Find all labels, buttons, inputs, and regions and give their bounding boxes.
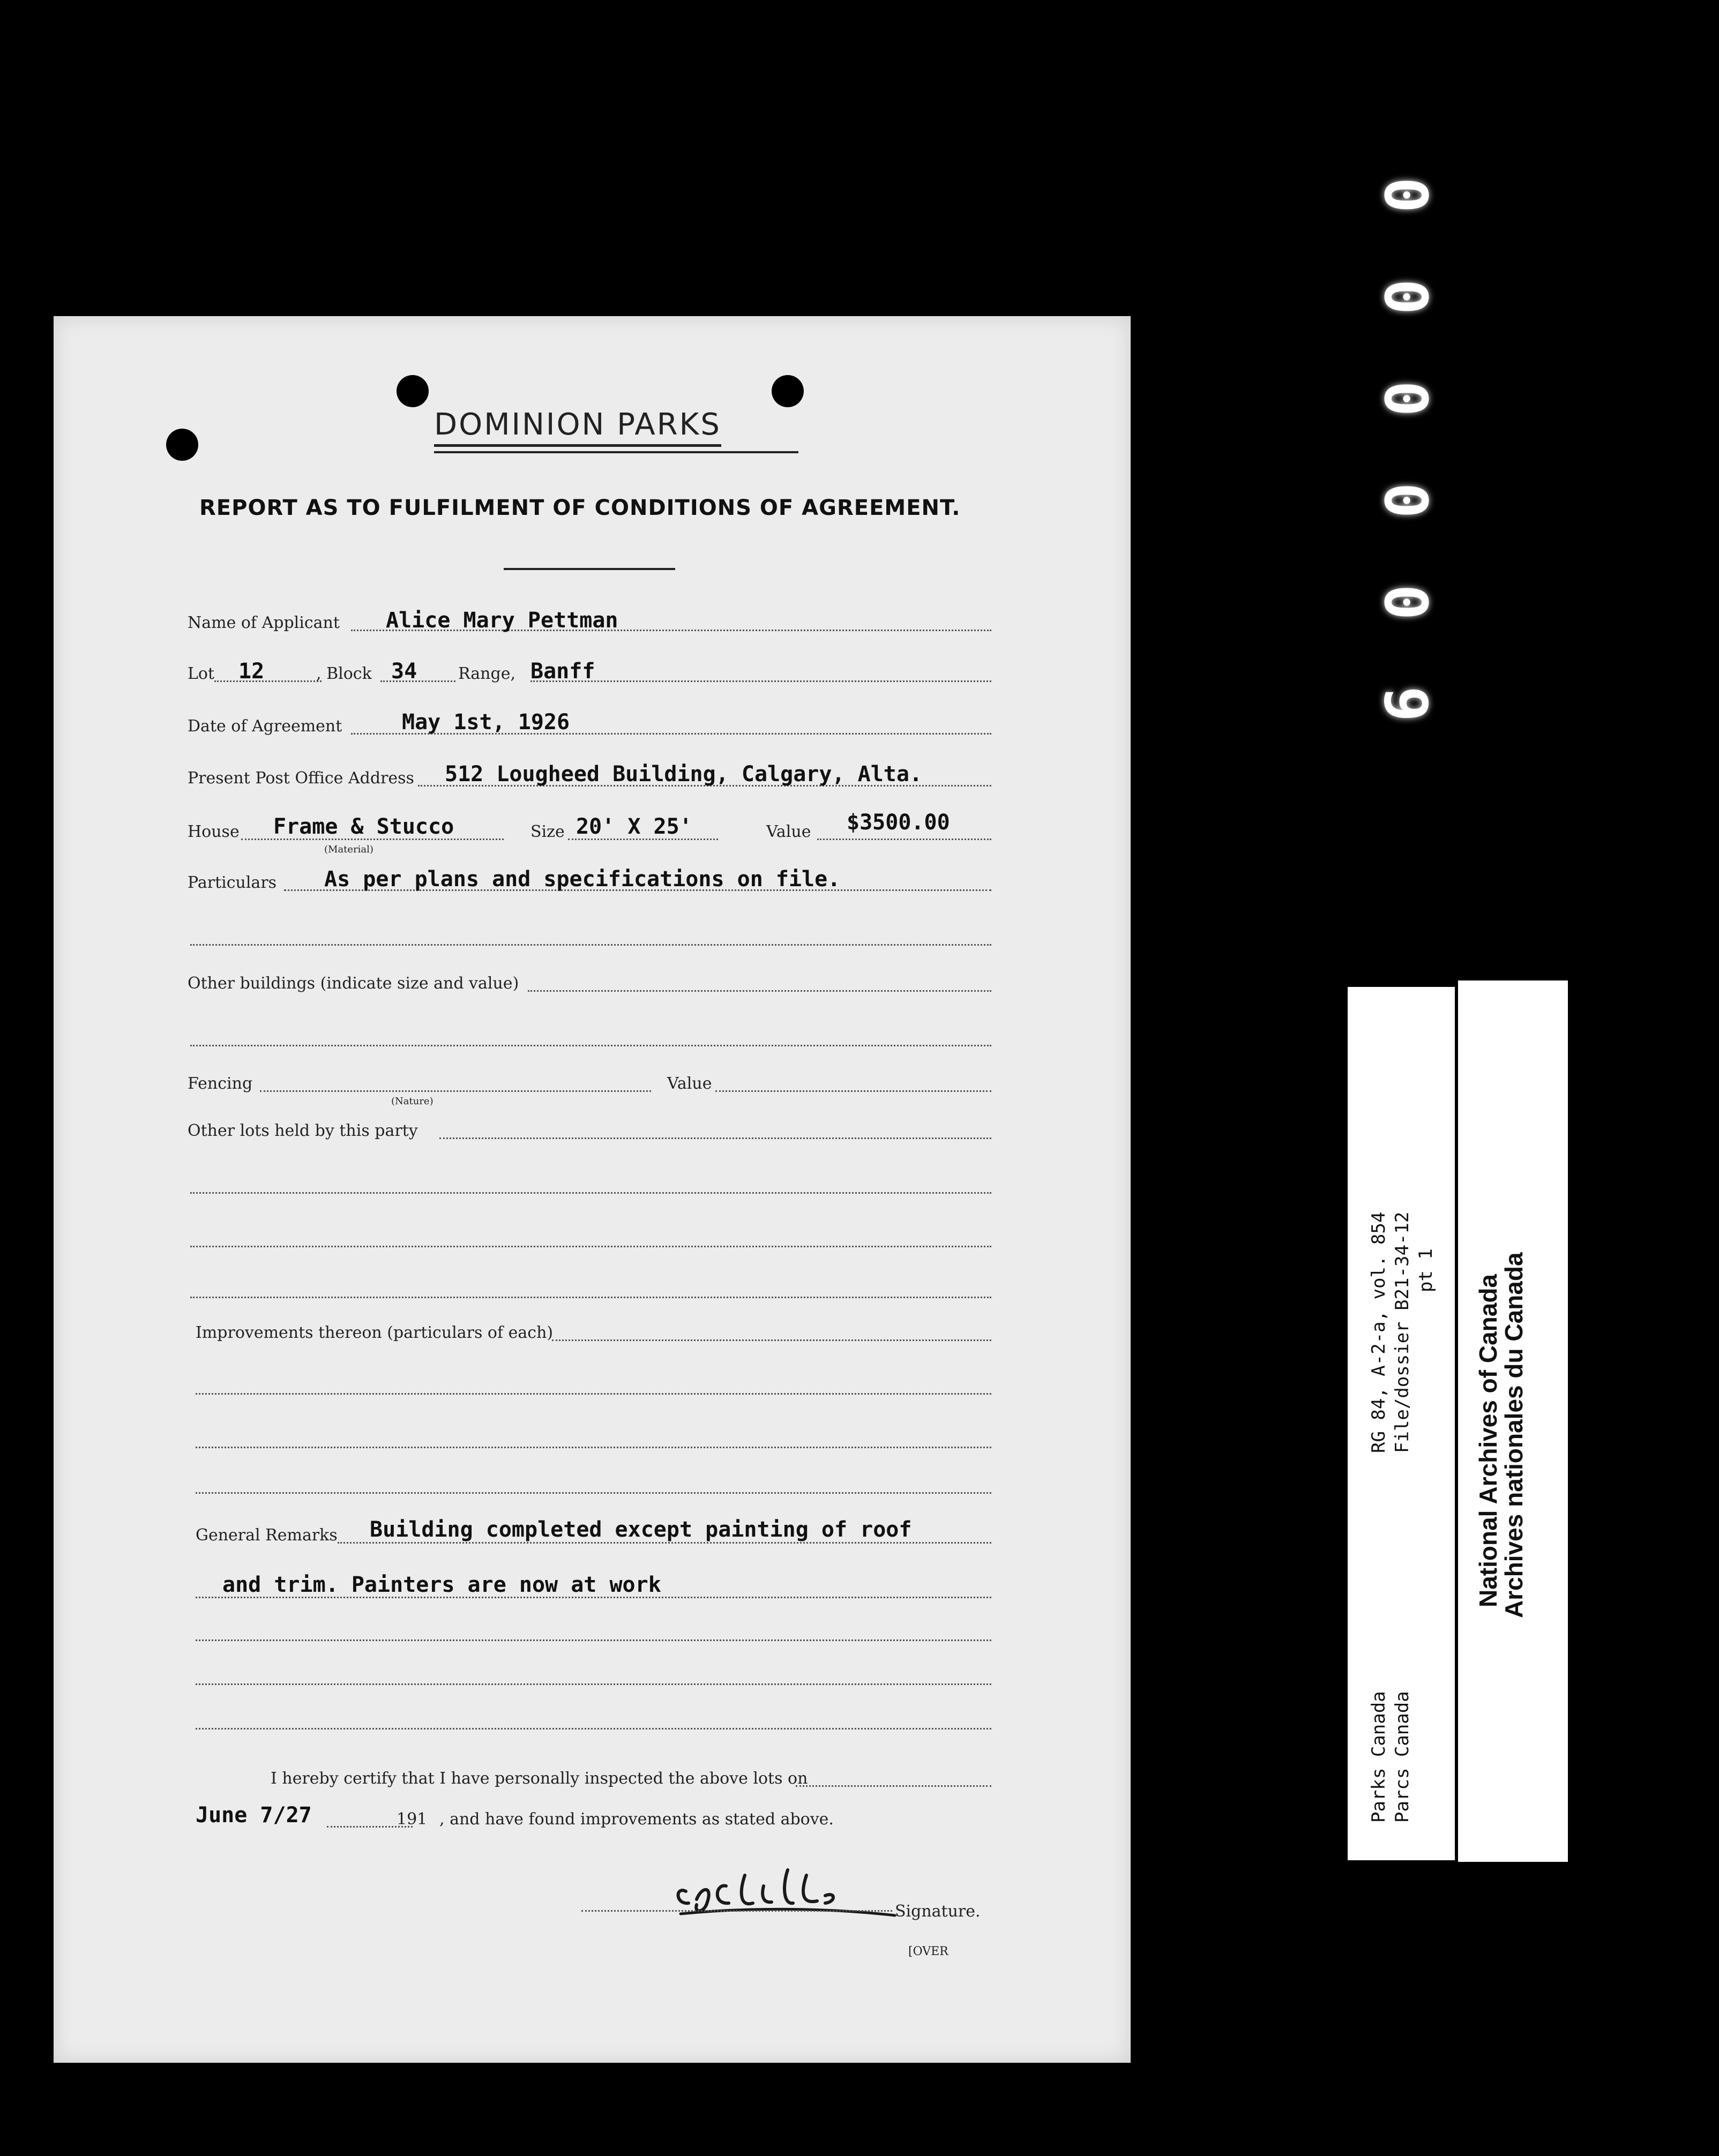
other-lots-line-4 (190, 1297, 991, 1298)
house-material-value: Frame & Stucco (273, 814, 454, 839)
frame-digit: 0 (1371, 482, 1440, 519)
remarks-label: General Remarks (196, 1526, 338, 1545)
remarks-line-3 (196, 1640, 991, 1641)
material-caption: (Material) (324, 844, 373, 855)
reference-line-1: RG 84, A-2-a, vol. 854 (1368, 1211, 1389, 1453)
bleed-through-text (686, 555, 695, 572)
applicant-value: Alice Mary Pettman (386, 608, 618, 633)
film-frame-number (1371, 161, 1452, 750)
report-form (54, 316, 1131, 2063)
lot-value: 12 (238, 659, 265, 684)
particulars-label: Particulars (188, 873, 277, 892)
fencing-label: Fencing (188, 1074, 253, 1093)
archives-name-card (1455, 980, 1568, 1862)
subtitle-rule (504, 568, 675, 570)
reference-line-2: File/dossier B21-34-12 (1392, 1211, 1413, 1453)
found-label: , and have found improvements as stated above. (439, 1810, 834, 1829)
size-value: 20' X 25' (576, 814, 692, 839)
archives-name-fr: Archives nationales du Canada (1500, 1252, 1528, 1618)
range-line (530, 680, 991, 682)
fencing-line (260, 1090, 651, 1092)
value-label: Value (766, 822, 811, 841)
other-lots-line-2 (190, 1192, 991, 1194)
dept-en: Parks Canada (1368, 1691, 1389, 1823)
frame-digit: 0 (1371, 177, 1440, 213)
particulars-value: As per plans and specifications on file. (324, 867, 841, 892)
remarks-line-5 (196, 1728, 991, 1730)
applicant-label: Name of Applicant (188, 613, 340, 632)
address-value: 512 Lougheed Building, Calgary, Alta. (445, 762, 923, 787)
frame-digit: 0 (1371, 380, 1440, 417)
certify-label: I hereby certify that I have personally inspected the above lots on (271, 1769, 808, 1788)
date-value: May 1st, 1926 (402, 710, 570, 735)
form-title: DOMINION PARKS (434, 407, 721, 447)
frame-digit: 9 (1371, 686, 1440, 722)
frame-digit: 0 (1371, 584, 1440, 620)
block-label: , Block (316, 664, 372, 683)
other-lots-line (439, 1137, 991, 1139)
frame-digit: 0 (1371, 279, 1440, 315)
certify-line (796, 1785, 991, 1787)
block-value: 34 (391, 659, 417, 684)
inspection-date-value: June 7/27 (196, 1803, 312, 1828)
other-lots-label: Other lots held by this party (188, 1121, 418, 1140)
nature-caption: (Nature) (391, 1096, 434, 1107)
over-label: [OVER (908, 1945, 948, 1958)
title-underline (434, 451, 798, 453)
remarks-line (338, 1542, 991, 1544)
range-label: Range, (458, 664, 515, 683)
remarks-value-line2: and trim. Painters are now at work (222, 1573, 661, 1597)
improvements-line-3 (196, 1447, 991, 1448)
remarks-line-4 (196, 1683, 991, 1685)
address-label: Present Post Office Address (188, 769, 414, 788)
year-prefix: 191 (397, 1810, 428, 1829)
other-buildings-line-2 (190, 1045, 991, 1046)
form-subtitle: REPORT AS TO FULFILMENT OF CONDITIONS OF AGREEMENT. (199, 496, 961, 520)
improvements-line (552, 1339, 991, 1341)
archives-name-en: National Archives of Canada (1474, 1274, 1502, 1607)
size-label: Size (530, 822, 565, 841)
house-value: $3500.00 (847, 810, 950, 835)
improvements-label: Improvements thereon (particulars of each) (196, 1323, 554, 1342)
improvements-line-4 (196, 1492, 991, 1494)
remarks-value-line1: Building completed except painting of roof (370, 1517, 912, 1542)
date-label: Date of Agreement (188, 717, 342, 736)
punch-hole (166, 429, 198, 461)
other-buildings-line (528, 990, 991, 992)
punch-hole (397, 375, 429, 407)
reference-line-3: pt 1 (1415, 1248, 1437, 1292)
signature-label: Signature. (895, 1902, 981, 1921)
house-label: House (188, 822, 240, 841)
particulars-line-2 (190, 944, 991, 946)
fence-value-line (715, 1090, 991, 1092)
other-lots-line-3 (190, 1246, 991, 1247)
lot-label: Lot (188, 664, 215, 683)
other-buildings-label: Other buildings (indicate size and value) (188, 974, 519, 993)
signature-line (581, 1910, 892, 1912)
dept-fr: Parcs Canada (1392, 1691, 1413, 1823)
punch-hole (772, 375, 804, 407)
lot-line (214, 680, 322, 682)
range-value: Banff (530, 659, 595, 684)
fence-value-label: Value (667, 1074, 712, 1093)
improvements-line-2 (196, 1393, 991, 1395)
value-line (817, 839, 991, 840)
